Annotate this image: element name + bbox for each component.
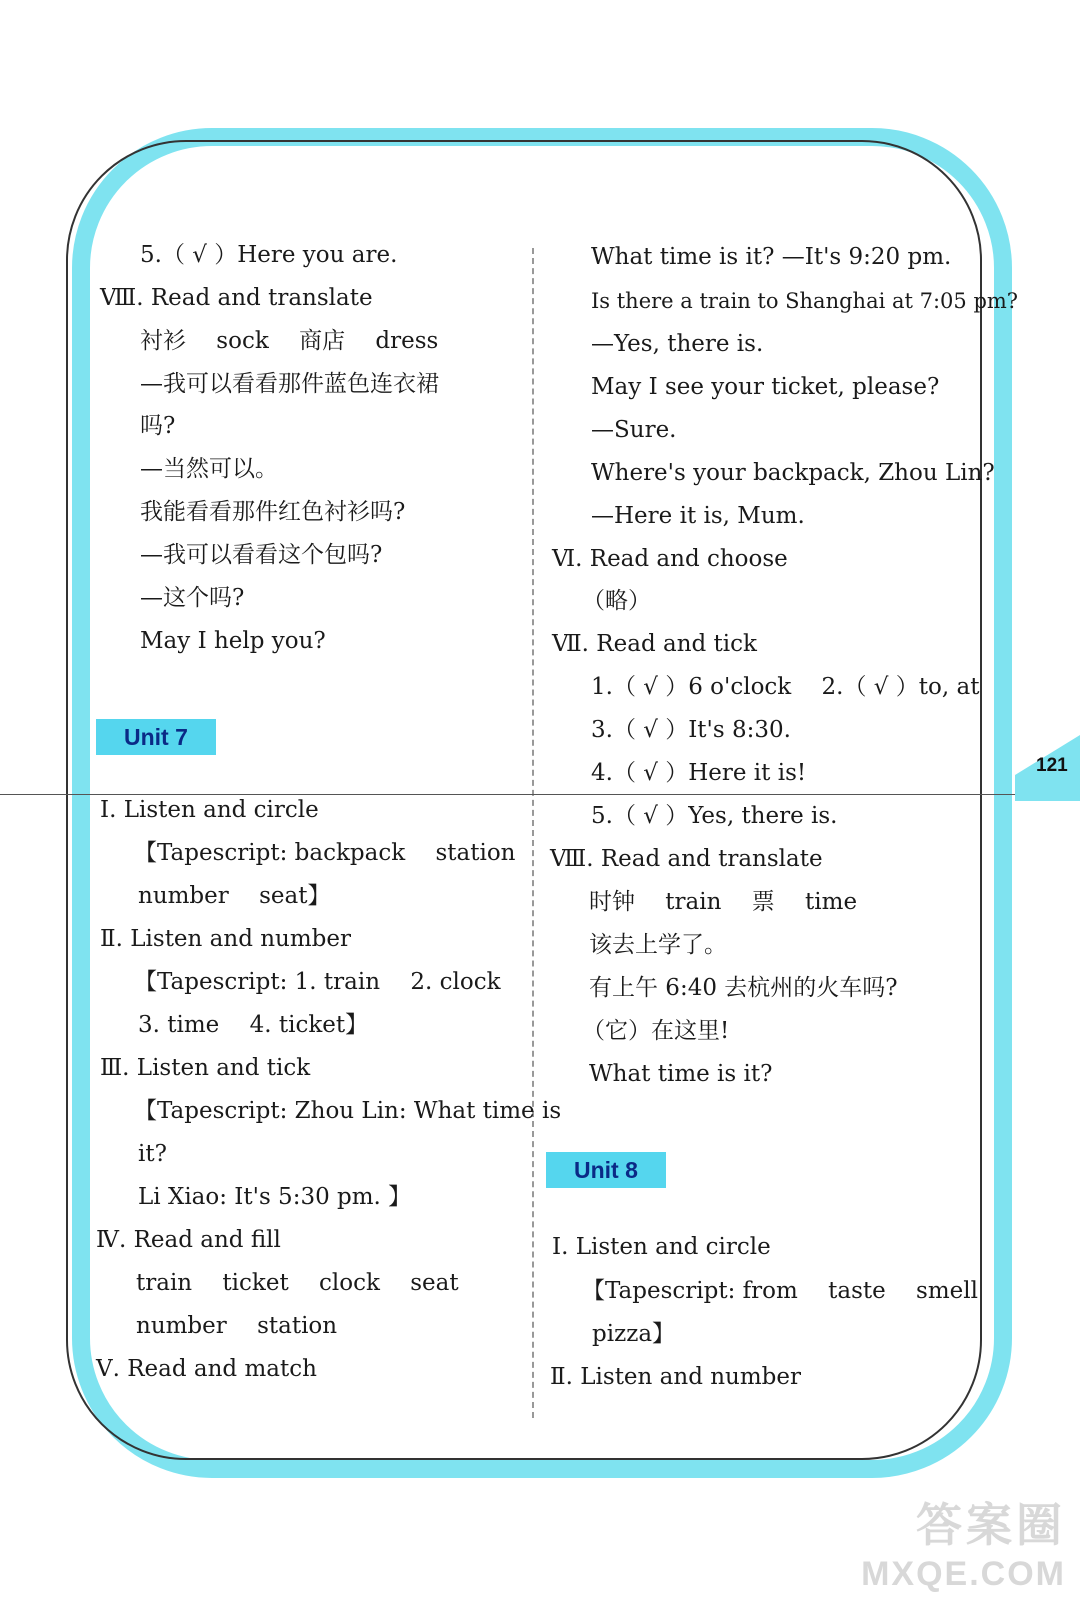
answer-line: train ticket clock seat [136, 1270, 459, 1296]
answer-line: 5.（ √ ）Yes, there is. [591, 803, 838, 829]
section-heading: Ⅲ. Listen and tick [100, 1055, 311, 1081]
answer-line: —Sure. [591, 417, 677, 443]
section-heading: Ⅶ. Read and tick [552, 631, 757, 657]
answer-line: May I see your ticket, please? [591, 374, 940, 400]
answer-line: 3.（ √ ）It's 8:30. [591, 717, 791, 743]
answer-line: 4.（ √ ）Here it is! [591, 760, 807, 786]
answer-line: —我可以看看这个包吗? [140, 542, 383, 568]
answer-line: it? [138, 1141, 167, 1167]
watermark-logo-text: 答案圈 [916, 1499, 1066, 1551]
answer-line: 时钟 train 票 time [589, 889, 858, 915]
section-heading: Ⅷ. Read and translate [100, 285, 373, 311]
answer-line: 1.（ √ ）6 o'clock 2.（ √ ）to, at [591, 674, 980, 700]
answer-line: （它）在这里! [582, 1018, 730, 1044]
answer-line: 【Tapescript: Zhou Lin: What time is [134, 1098, 562, 1124]
section-heading: Ⅷ. Read and translate [550, 846, 823, 872]
answer-line: 有上午 6:40 去杭州的火车吗? [589, 975, 898, 1001]
answer-line: 吗? [140, 413, 176, 439]
answer-line: 【Tapescript: 1. train 2. clock [134, 969, 501, 995]
section-heading: Ⅱ. Listen and number [100, 926, 351, 952]
answer-line: —我可以看看那件蓝色连衣裙 [140, 371, 439, 397]
section-heading: Ⅰ. Listen and circle [552, 1234, 771, 1260]
unit-heading: Unit 8 [546, 1152, 666, 1188]
section-heading: Ⅴ. Read and match [96, 1356, 317, 1382]
answer-line: Is there a train to Shanghai at 7:05 pm? [591, 289, 1019, 313]
answer-line: 我能看看那件红色衬衫吗? [140, 499, 406, 525]
section-heading: Ⅰ. Listen and circle [100, 797, 319, 823]
section-heading: Ⅳ. Read and fill [96, 1227, 281, 1253]
answer-line: （略） [582, 588, 651, 614]
answer-line: Where's your backpack, Zhou Lin? [591, 460, 995, 486]
answer-line: 5.（ √ ）Here you are. [140, 242, 398, 268]
section-heading: Ⅵ. Read and choose [552, 546, 788, 572]
answer-line: pizza】 [592, 1321, 676, 1347]
unit-heading: Unit 7 [96, 719, 216, 755]
column-divider [532, 248, 534, 1418]
answer-line: number station [136, 1313, 338, 1339]
watermark [861, 1489, 1066, 1594]
answer-line: 3. time 4. ticket】 [138, 1012, 369, 1038]
answer-line: May I help you? [140, 628, 326, 654]
page-number: 121 [1036, 755, 1068, 776]
answer-line: 【Tapescript: from taste smell [582, 1278, 978, 1304]
answer-line: —Here it is, Mum. [591, 503, 805, 529]
answer-line: 【Tapescript: backpack station [134, 840, 516, 866]
answer-line: —当然可以。 [140, 456, 278, 482]
section-heading: Ⅱ. Listen and number [550, 1364, 801, 1390]
answer-line: number seat】 [138, 883, 331, 909]
answer-line: Li Xiao: It's 5:30 pm. 】 [138, 1184, 412, 1210]
answer-line: 该去上学了。 [589, 932, 727, 958]
answer-line: What time is it? [589, 1061, 773, 1087]
answer-line: What time is it? —It's 9:20 pm. [591, 244, 952, 270]
watermark-url: MXQE.COM [861, 1555, 1066, 1593]
answer-line: 衬衫 sock 商店 dress [140, 328, 439, 354]
answer-line: —这个吗? [140, 585, 245, 611]
answer-line: —Yes, there is. [591, 331, 764, 357]
